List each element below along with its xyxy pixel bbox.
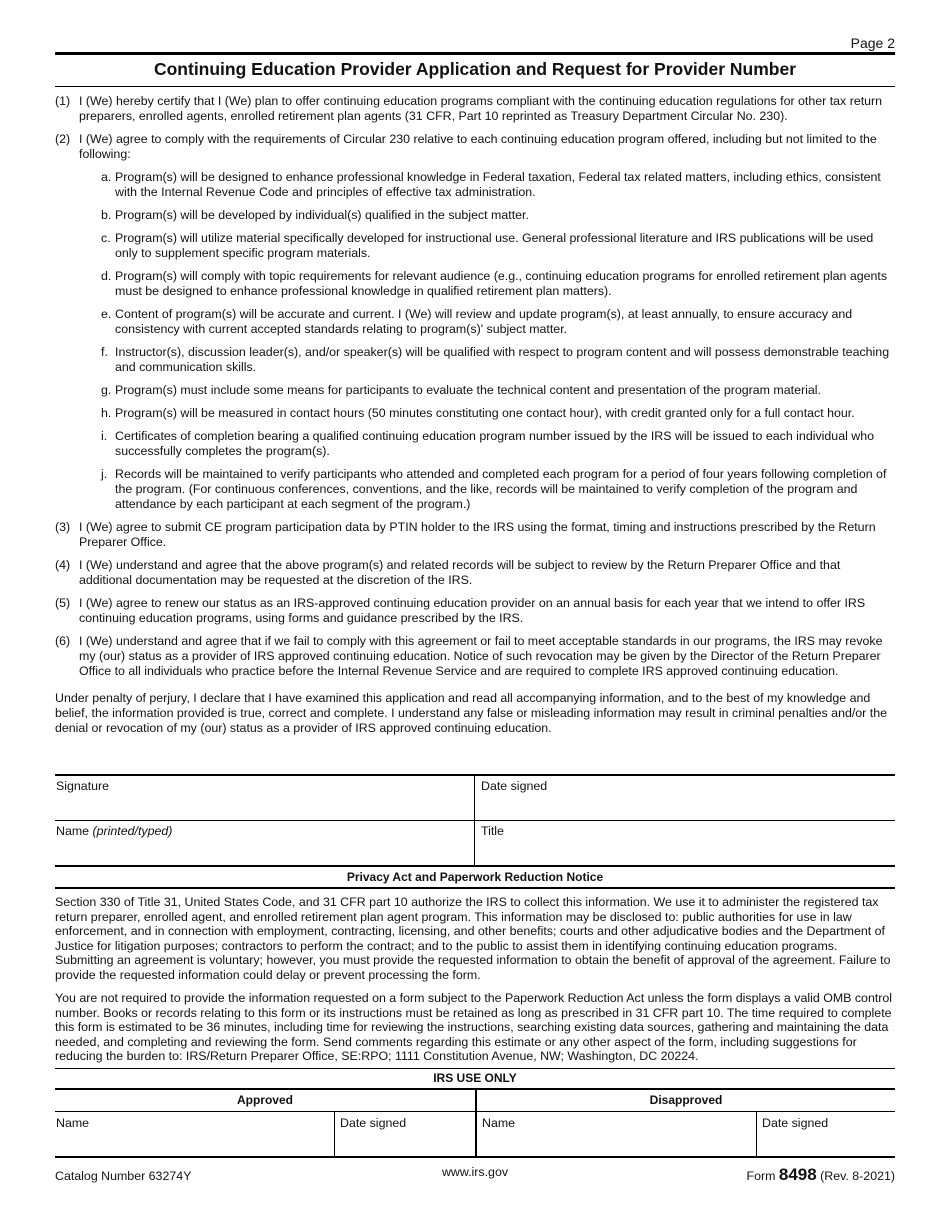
sub-letter: d. xyxy=(101,269,112,283)
disapproved-date-field[interactable] xyxy=(757,1112,895,1156)
requirement-sublist xyxy=(101,170,895,512)
item-text: I (We) understand and agree that the above program(s) and related records will be subject to review by the Return Preparer Office and that additional documentation may be requested at the discretion of the IRS. xyxy=(79,558,841,587)
catalog-number: Catalog Number 63274Y xyxy=(55,1168,192,1183)
item-text: I (We) agree to renew our status as an IRS-approved continuing education provider on an annual basis for each year that we intend to offer IRS continuing education programs, using forms and guidance prescribed by the IRS. xyxy=(79,596,866,625)
item-number: (3) xyxy=(55,520,71,534)
agreement-item-5 xyxy=(55,596,895,626)
page-footer xyxy=(55,1165,895,1185)
irs-use-heading: IRS USE ONLY xyxy=(55,1069,895,1090)
sub-text: Program(s) will utilize material specifically developed for instructional use. General professional literature and IRS publications will be used only to supplement specific program materials. xyxy=(115,231,874,260)
sub-letter: f. xyxy=(101,345,108,359)
sub-text: Content of program(s) will be accurate and current. I (We) will review and update program(s), at least annually, to ensure accuracy and consistency with current accepted standards relating to program(s)' subject matter. xyxy=(115,307,853,336)
agreement-item-2 xyxy=(55,132,895,512)
item-text: I (We) hereby certify that I (We) plan to offer continuing education programs compliant with the continuing education regulations for other tax return preparers, enrolled agents, enrolled retirement plan agents (31 CFR, Part 10 reprinted as Treasury Department Circular No. 230). xyxy=(79,94,883,123)
sub-letter: c. xyxy=(101,231,111,245)
disapproved-column xyxy=(475,1090,895,1156)
sub-letter: b. xyxy=(101,208,112,222)
requirement-f xyxy=(101,345,895,375)
item-number: (1) xyxy=(55,94,71,108)
sub-letter: j. xyxy=(101,467,108,481)
sub-text: Records will be maintained to verify participants who attended and completed each program for a period of four years following completion of the program. (For continuous conferences, conventions, and the like, records will be maintained to verify completion of the program and attendance by each participant at each segment of the program.) xyxy=(115,467,887,511)
sub-text: Program(s) will be developed by individual(s) qualified in the subject matter. xyxy=(115,208,529,222)
item-number: (2) xyxy=(55,132,71,146)
form-title: Continuing Education Provider Application and Request for Provider Number xyxy=(153,59,797,79)
date-signed-label: Date signed xyxy=(340,1115,407,1130)
sub-letter: e. xyxy=(101,307,112,321)
sub-text: Program(s) must include some means for participants to evaluate the technical content and presentation of the program material. xyxy=(115,383,821,397)
irs-website: www.irs.gov xyxy=(441,1164,509,1179)
item-number: (6) xyxy=(55,634,71,648)
name-label: Name xyxy=(56,1115,90,1130)
requirement-e xyxy=(101,307,895,337)
item-text: I (We) agree to submit CE program participation data by PTIN holder to the IRS using the format, timing and instructions prescribed by the Return Preparer Office. xyxy=(79,520,876,549)
perjury-statement: Under penalty of perjury, I declare that I have examined this application and read all accompanying information, and to the best of my knowledge and belief, the information provided is true, correct and complete. I understand any false or misleading information may result in criminal penalties and/or the denial or revocation of my (our) status as a provider of IRS approved continuing education. xyxy=(55,691,887,735)
sub-text: Program(s) will be measured in contact hours (50 minutes constituting one contact hour), with credit granted only for a full contact hour. xyxy=(115,406,855,420)
paperwork-paragraph: You are not required to provide the information requested on a form subject to the Paperwork Reduction Act unless the form displays a valid OMB control number. Books or records relating to this form or its instructions must be retained as long as prescribed in 31 CFR part 10. The time required to complete this form is estimated to be 36 minutes, including time for reviewing the instructions, searching existing data sources, gathering and maintaining the data needed, and completing and reviewing the form. Send comments regarding this estimate or any other aspect of the form, including suggestions for reducing the burden to: IRS/Return Preparer Office, SE:RPO; 1111 Constitution Avenue, NW; Washington, DC 20224. xyxy=(55,991,893,1063)
name-field[interactable] xyxy=(55,821,475,865)
approved-heading: Approved xyxy=(55,1090,475,1112)
item-number: (4) xyxy=(55,558,71,572)
requirement-i xyxy=(101,429,895,459)
privacy-heading: Privacy Act and Paperwork Reduction Notice xyxy=(55,867,895,889)
title-field[interactable] xyxy=(475,821,895,865)
sub-text: Program(s) will be designed to enhance professional knowledge in Federal taxation, Federal tax related matters, including ethics, consistent with the Internal Revenue Code and principles of effective tax administration. xyxy=(115,170,881,199)
sub-letter: i. xyxy=(101,429,108,443)
sub-text: Instructor(s), discussion leader(s), and/or speaker(s) will be qualified with respect to program content and will possess demonstrable teaching and communication skills. xyxy=(115,345,890,374)
irs-use-table xyxy=(55,1068,895,1158)
item-text: I (We) understand and agree that if we fail to comply with this agreement or fail to meet acceptable standards in our programs, the IRS may revoke my (our) status as a provider of IRS approved continuing education. Notice of such revocation may be given by the Director of the Return Preparer Office to all individuals who practice before the Internal Revenue Service and are required to complete IRS approved continuing education. xyxy=(79,634,883,678)
disapproved-heading: Disapproved xyxy=(477,1090,895,1112)
disapproved-name-field[interactable] xyxy=(477,1112,757,1156)
page-number: Page 2 xyxy=(850,35,895,51)
requirement-j xyxy=(101,467,895,512)
date-signed-label: Date signed xyxy=(481,779,548,793)
requirement-h xyxy=(101,406,895,421)
date-signed-label: Date signed xyxy=(762,1115,829,1130)
signature-table xyxy=(55,774,895,867)
title-label: Title xyxy=(481,824,504,838)
requirement-g xyxy=(101,383,895,398)
name-label: Name xyxy=(56,824,90,838)
approved-column xyxy=(55,1090,475,1156)
requirement-c xyxy=(101,231,895,261)
date-signed-field[interactable] xyxy=(475,776,895,820)
signature-field[interactable] xyxy=(55,776,475,820)
signature-label: Signature xyxy=(56,779,110,793)
approved-name-field[interactable] xyxy=(55,1112,335,1156)
form-number: 8498 xyxy=(778,1164,817,1184)
name-note: (printed/typed) xyxy=(92,824,173,838)
sub-text: Program(s) will comply with topic requirements for relevant audience (e.g., continuing education programs for enrolled retirement plan agents must be designed to enhance professional knowledge in qualified retirement plan matters). xyxy=(115,269,888,298)
requirement-d xyxy=(101,269,895,299)
requirement-a xyxy=(101,170,895,200)
form-page xyxy=(55,30,895,1185)
item-text: I (We) agree to comply with the requirements of Circular 230 relative to each continuing education program offered, including but not limited to the following: xyxy=(79,132,877,161)
sub-text: Certificates of completion bearing a qualified continuing education program number issued by the IRS will be issued to each individual who successfully completes the program(s). xyxy=(115,429,875,458)
privacy-notice xyxy=(55,895,895,1064)
agreement-item-6 xyxy=(55,634,895,679)
name-label: Name xyxy=(482,1115,516,1130)
form-revision: (Rev. 8-2021) xyxy=(820,1168,895,1183)
privacy-paragraph: Section 330 of Title 31, United States Code, and 31 CFR part 10 authorize the IRS to collect this information. We use it to administer the registered tax return preparer, enrolled agent, and enrolled retirement plan agent program. This information may be disclosed to: public authorities for use in law enforcement, and in connection with employment, contracting, licensing, and other benefits; courts and other adjudicative bodies and the Department of Justice for litigation purposes; contractors to perform the contract; and to the public to assist them in identifying continuing education programs. Submitting an agreement is voluntary; however, you must provide the requested information to obtain the benefit of approval of the agreement. Failure to provide the requested information could delay or prevent processing the form. xyxy=(55,895,891,982)
agreement-list xyxy=(55,94,895,679)
agreement-item-4 xyxy=(55,558,895,588)
form-prefix: Form xyxy=(746,1168,776,1183)
agreement-item-1 xyxy=(55,94,895,124)
title-bar xyxy=(55,52,895,87)
form-identifier xyxy=(747,1165,896,1185)
approved-date-field[interactable] xyxy=(335,1112,475,1156)
sub-letter: h. xyxy=(101,406,112,420)
requirement-b xyxy=(101,208,895,223)
sub-letter: a. xyxy=(101,170,112,184)
agreement-item-3 xyxy=(55,520,895,550)
item-number: (5) xyxy=(55,596,71,610)
sub-letter: g. xyxy=(101,383,112,397)
